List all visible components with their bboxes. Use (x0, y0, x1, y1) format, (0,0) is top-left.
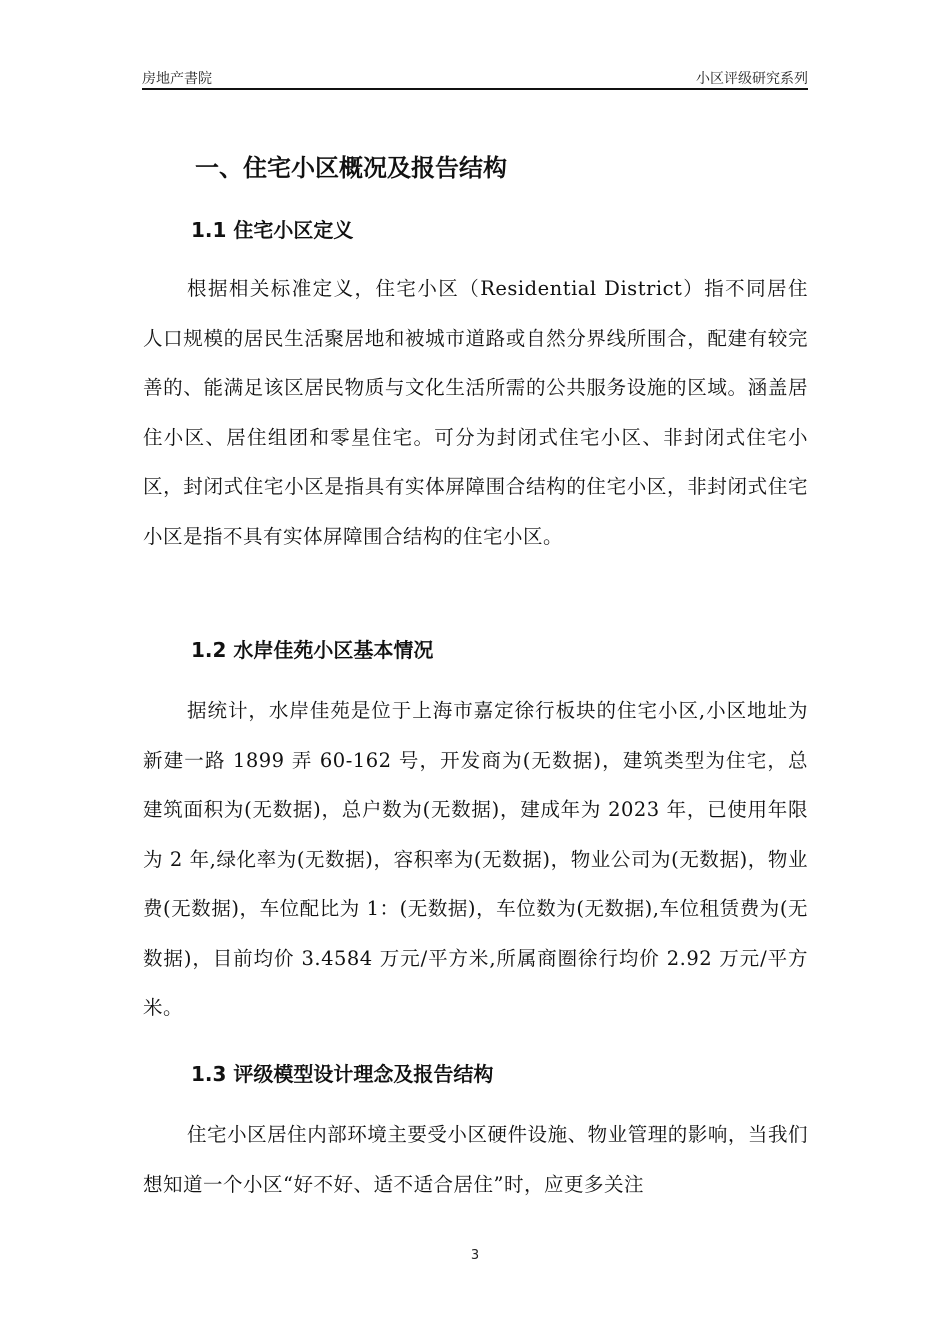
header-series-title: 小区评级研究系列 (696, 71, 808, 87)
section-paragraph-1-1: 根据相关标准定义，住宅小区（Residential District）指不同居住人口规模的居民生活聚居地和被城市道路或自然分界线所围合，配建有较完善的、能满足该区居民物质与文化生活所需的公共服务设施的区域。涵盖居住小区、居住组团和零星住宅。可分为封闭式住宅小区、非封闭式住宅小区，封闭式住宅小区是指具有实体屏障围合结构的住宅小区，非封闭式住宅小区是指不具有实体屏障围合结构的住宅小区。 (143, 277, 808, 548)
header-divider (142, 88, 808, 90)
section-paragraph-1-3: 住宅小区居住内部环境主要受小区硬件设施、物业管理的影响，当我们想知道一个小区“好不好、适不适合居住”时，应更多关注 (143, 1123, 808, 1196)
header-publisher: 房地产書院 (142, 71, 212, 87)
chapter-title: 一、住宅小区概况及报告结构 (195, 154, 507, 182)
section-heading-1-3: 1.3 评级模型设计理念及报告结构 (191, 1062, 494, 1086)
page-number: 3 (470, 1248, 480, 1263)
page-header (142, 68, 808, 88)
section-heading-1-2: 1.2 水岸佳苑小区基本情况 (191, 638, 434, 662)
section-paragraph-1-2: 据统计，水岸佳苑是位于上海市嘉定徐行板块的住宅小区,小区地址为新建一路 1899 弄 60-162 号，开发商为(无数据)，建筑类型为住宅，总建筑面积为(无数据)，总户数为(无数据)，建成年为 2023 年，已使用年限为 2 年,绿化率为(无数据)，容积率为(无数据)，物业公司为(无数据)，物业费(无数据)，车位配比为 1：(无数据)，车位数为(无数据),车位租赁费为(无数据)，目前均价 3.4584 万元/平方米,所属商圈徐行均价 2.92 万元/平方米。 (143, 699, 808, 1019)
section-heading-1-1: 1.1 住宅小区定义 (191, 218, 354, 242)
